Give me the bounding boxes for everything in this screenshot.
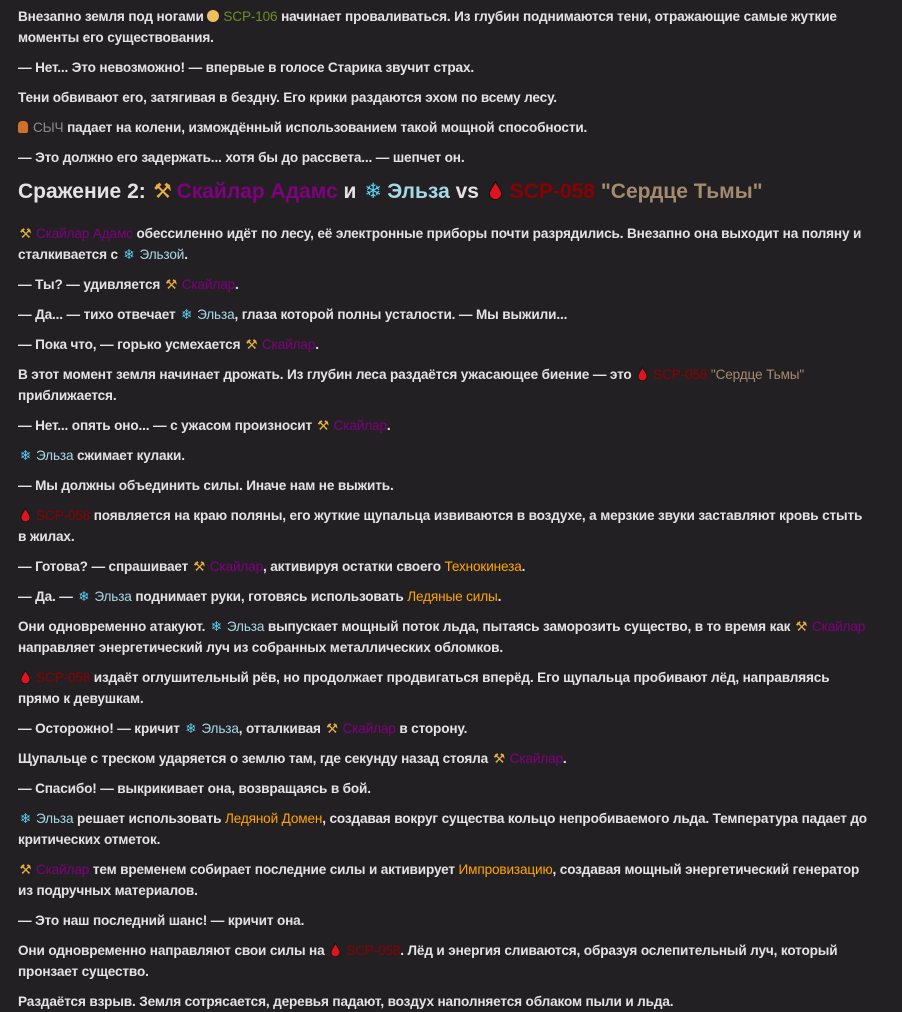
text-segment: Сражение 2: — [18, 180, 152, 203]
hammer-and-wrench-icon: ⚒ — [165, 277, 178, 292]
blood-drop-icon — [18, 505, 33, 526]
skylar-name: Скайлар — [333, 418, 387, 433]
elsa-name: Эльзой — [139, 247, 185, 262]
skylar-name: Скайлар — [509, 751, 563, 766]
scp058-name: SCP-058 — [653, 367, 708, 382]
paragraph — [18, 274, 872, 295]
text-segment: Они одновременно атакуют. — [18, 619, 209, 634]
text-segment: появляется на краю поляны, его жуткие щупальца извиваются в воздухе, а мерзкие звуки заставляют кровь стыть в жилах. — [18, 508, 863, 544]
text-segment: , активируя остатки своего — [263, 559, 445, 574]
text-segment: . Лёд и энергия сливаются, образуя ослепительный луч, который пронзает существо. — [18, 943, 838, 979]
hammer-and-wrench-icon: ⚒ — [493, 751, 506, 766]
elsa-name: Эльза — [226, 619, 265, 634]
blood-drop-icon — [635, 364, 650, 385]
text-segment: Раздаётся взрыв. Земля сотрясается, деревья падают, воздух наполняется облаком пыли и льда. — [18, 994, 674, 1009]
paragraph — [18, 859, 872, 901]
text-segment: Внезапно земля под ногами — [18, 9, 208, 24]
text-segment: , создавая вокруг существа кольцо непробиваемого льда. Температура падает до критических отметок. — [18, 811, 867, 847]
text-segment: . — [521, 559, 526, 574]
text-segment: vs — [449, 180, 485, 203]
paragraph — [18, 364, 872, 406]
snowflake-icon: ❄ — [123, 247, 135, 262]
text-segment: решает использовать — [73, 811, 225, 826]
hammer-and-wrench-icon: ⚒ — [153, 180, 172, 203]
paragraph — [18, 616, 872, 658]
skylar-name: Скайлар — [181, 277, 236, 292]
scp106-name: SCP-106 — [223, 9, 278, 24]
text-segment: , глаза которой полны усталости. — Мы выжили... — [234, 307, 568, 322]
paragraph — [18, 334, 872, 355]
text-segment: приближается. — [18, 388, 117, 403]
text-segment: . — [235, 277, 239, 292]
elsa-name: Эльза — [197, 307, 235, 322]
paragraph — [18, 910, 872, 931]
paragraph — [18, 505, 872, 547]
text-segment: — Спасибо! — выкрикивает она, возвращаясь в бой. — [18, 781, 371, 796]
elsa-name: Эльза — [201, 721, 239, 736]
text-segment: сжимает кулаки. — [73, 448, 185, 463]
scp058-name: SCP-058 — [36, 508, 91, 523]
snowflake-icon: ❄ — [78, 589, 90, 604]
elsa-name: Эльза — [36, 811, 74, 826]
elsa-name: Эльза — [387, 180, 450, 203]
scp058-name: SCP-058 — [36, 670, 91, 685]
text-segment: . — [497, 589, 502, 604]
text-segment: обессиленно идёт по лесу, её электронные приборы почти разрядились. Внезапно она выходит на поляну и сталкивается с — [18, 226, 862, 262]
text-segment: издаёт оглушительный рёв, но продолжает продвигаться вперёд. Его щупальца пробивают лёд, направляясь прямо к девушкам. — [18, 670, 830, 706]
paragraph — [18, 147, 872, 168]
text-segment: — Готова? — спрашивает — [18, 559, 192, 574]
text-segment: — Да... — тихо отвечает — [18, 307, 180, 322]
text-segment: — Нет... опять оно... — с ужасом произносит — [18, 418, 316, 433]
paragraph — [18, 556, 872, 577]
text-segment: — Мы должны объединить силы. Иначе нам не выжить. — [18, 478, 394, 493]
skylar-name: Скайлар — [342, 721, 396, 736]
text-segment: — Нет... Это невозможно! — впервые в голосе Старика звучит страх. — [18, 60, 475, 75]
text-segment: . — [562, 751, 567, 766]
paragraph — [18, 778, 872, 799]
hammer-and-wrench-icon: ⚒ — [325, 721, 338, 736]
paragraph — [18, 940, 872, 982]
text-segment: , создавая мощный энергетический генератор из подручных материалов. — [18, 862, 860, 898]
blood-drop-icon — [485, 177, 507, 207]
paragraph — [18, 57, 872, 78]
ability-name: Технокинеза — [444, 559, 522, 574]
text-segment: и — [337, 180, 363, 203]
owl-icon — [18, 121, 28, 133]
heart-name: "Сердце Тьмы" — [710, 367, 805, 382]
paragraph — [18, 87, 872, 108]
ability-name: Ледяные силы — [407, 589, 498, 604]
text-segment: . — [315, 337, 319, 352]
text-segment: — Осторожно! — кричит — [18, 721, 184, 736]
text-segment: направляет энергетический луч из собранных металлических обломков. — [18, 640, 504, 655]
text-segment: тем временем собирает последние силы и активирует — [89, 862, 459, 877]
text-segment: . — [386, 418, 391, 433]
text-segment: . — [184, 247, 188, 262]
text-segment: поднимает руки, готовясь использовать — [131, 589, 408, 604]
paragraph — [18, 718, 872, 739]
snowflake-icon: ❄ — [210, 619, 222, 634]
elsa-name: Эльза — [36, 448, 74, 463]
paragraph — [18, 586, 872, 607]
skylar-name: Скайлар — [209, 559, 263, 574]
text-segment: — Пока что, — горько усмехается — [18, 337, 245, 352]
text-segment: В этот момент земля начинает дрожать. Из глубин леса раздаётся ужасающее биение — это — [18, 367, 636, 382]
hammer-and-wrench-icon: ⚒ — [19, 226, 32, 241]
text-segment: — Да. — — [18, 589, 77, 604]
paragraph — [18, 223, 872, 265]
text-segment: Тени обвивают его, затягивая в бездну. Его крики раздаются эхом по всему лесу. — [18, 90, 557, 105]
text-segment: начинает проваливаться. Из глубин поднимаются тени, отражающие самые жуткие моменты его существования. — [18, 9, 837, 45]
text-segment: Щупальце с треском ударяется о землю там, где секунду назад стояла — [18, 751, 492, 766]
skylar-name: Скайлар Адамс — [176, 180, 338, 203]
paragraph — [18, 748, 872, 769]
hammer-and-wrench-icon: ⚒ — [193, 559, 206, 574]
skylar-name: Скайлар Адамс — [36, 226, 133, 241]
snowflake-icon: ❄ — [364, 180, 383, 203]
skylar-name: Скайлар — [811, 619, 866, 634]
heart-name: "Сердце Тьмы" — [600, 180, 763, 203]
text-segment: — Это должно его задержать... хотя бы до рассвета... — шепчет он. — [18, 150, 465, 165]
skylar-name: Скайлар — [36, 862, 90, 877]
text-segment: падает на колени, измождённый использованием такой мощной способности. — [63, 120, 588, 135]
ability-name: Импровизацию — [458, 862, 553, 877]
elsa-name: Эльза — [94, 589, 132, 604]
old-man-icon — [207, 10, 219, 22]
paragraph — [18, 6, 872, 48]
paragraph — [18, 475, 872, 496]
paragraph — [18, 445, 872, 466]
skylar-name: Скайлар — [262, 337, 316, 352]
text-segment: — Это наш последний шанс! — кричит она. — [18, 913, 305, 928]
scp058-name: SCP-058 — [509, 180, 595, 203]
blood-drop-icon — [328, 940, 343, 961]
hammer-and-wrench-icon: ⚒ — [245, 337, 258, 352]
blood-drop-icon — [18, 667, 33, 688]
snowflake-icon: ❄ — [19, 811, 32, 826]
paragraph — [18, 304, 872, 325]
text-segment: в сторону. — [395, 721, 468, 736]
paragraph — [18, 415, 872, 436]
text-segment: Они одновременно направляют свои силы на — [18, 943, 329, 958]
text-segment: выпускает мощный поток льда, пытаясь заморозить существо, в то время как — [264, 619, 794, 634]
paragraph — [18, 667, 872, 709]
hammer-and-wrench-icon: ⚒ — [317, 418, 330, 433]
paragraph — [18, 991, 872, 1012]
snowflake-icon: ❄ — [19, 448, 32, 463]
sych-name: СЫЧ — [33, 120, 64, 135]
paragraph — [18, 808, 872, 850]
text-segment: — Ты? — удивляется — [18, 277, 164, 292]
section-heading — [18, 177, 872, 207]
paragraph — [18, 117, 872, 138]
snowflake-icon: ❄ — [180, 307, 193, 322]
ability-name: Ледяной Домен — [224, 811, 323, 826]
text-segment: , отталкивая — [238, 721, 325, 736]
snowflake-icon: ❄ — [185, 721, 197, 736]
hammer-and-wrench-icon: ⚒ — [19, 862, 32, 877]
scp058-name: SCP-058 — [346, 943, 401, 958]
hammer-and-wrench-icon: ⚒ — [795, 619, 808, 634]
